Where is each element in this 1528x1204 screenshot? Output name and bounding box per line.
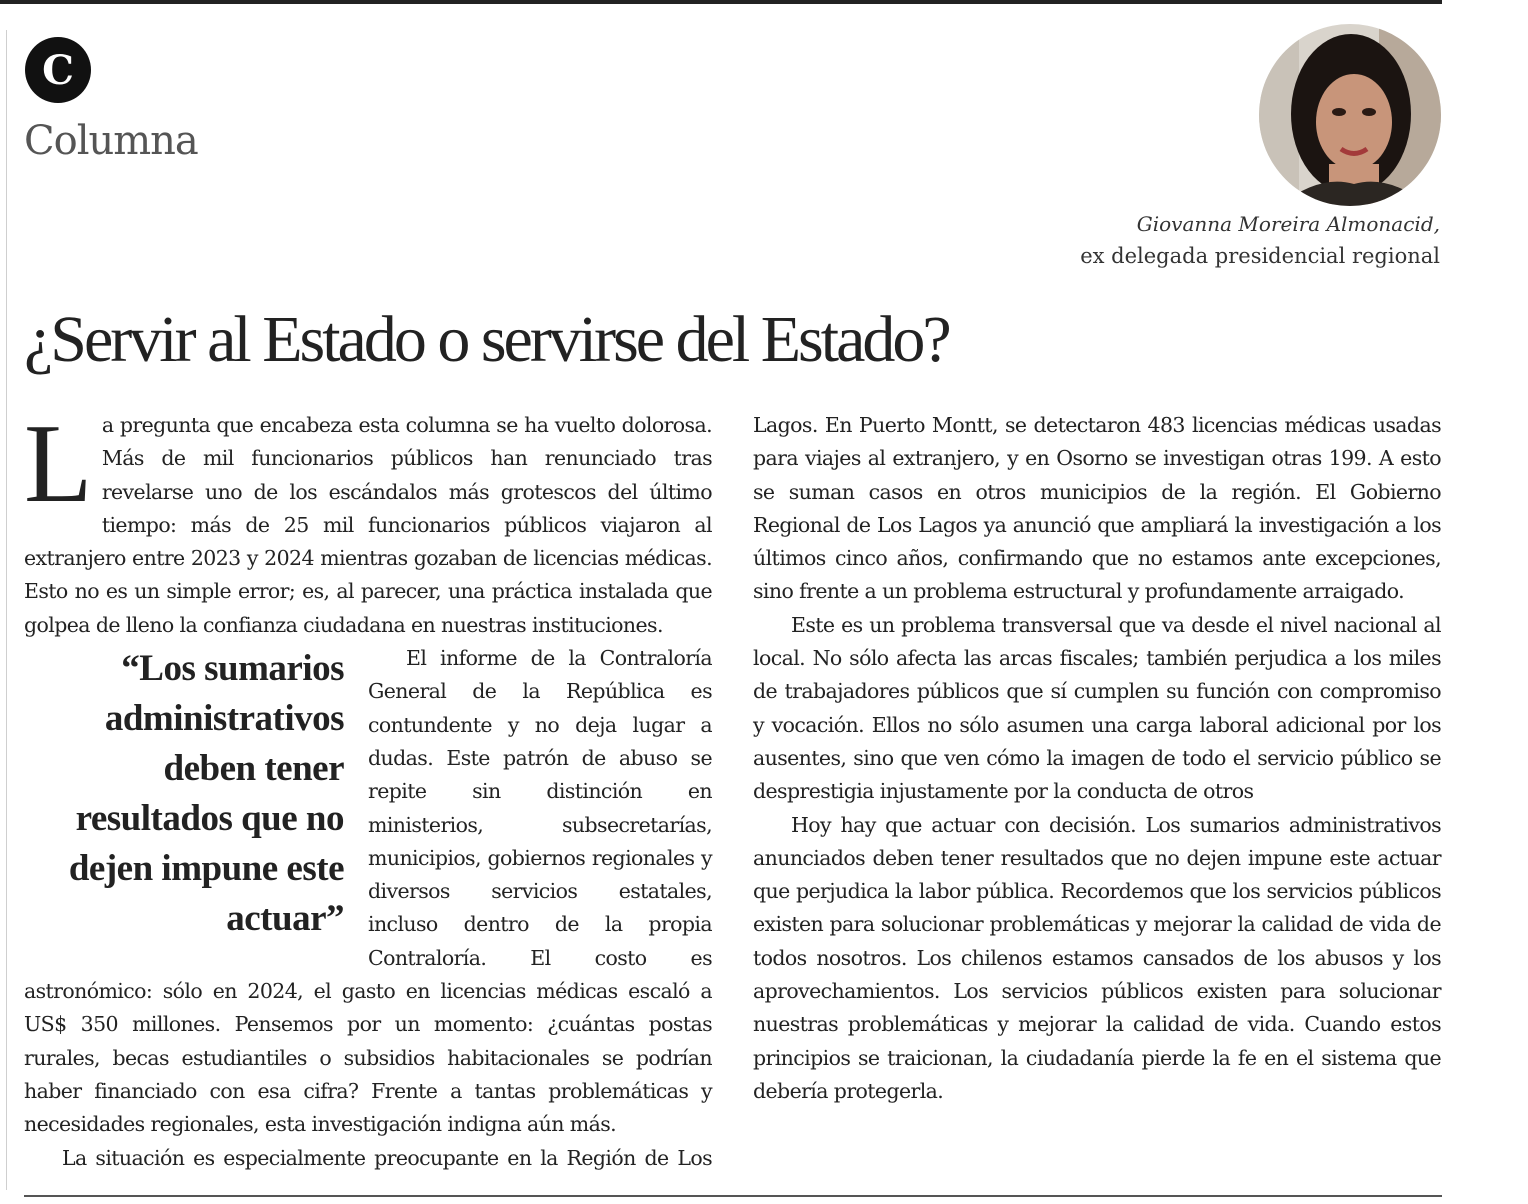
paragraph-2-text: El informe de la Contraloría General de la República es contundente y no deja lugar a dudas. Este patrón de abuso se repite sin distinción en ministerios, subsecretarías, municipios, gobiernos regionales y diversos servicios estatales, incluso dentro de la propia Contraloría. El costo es astronómico: sólo en 2024, el gasto en licencias médicas escaló a US$ 350 millones. Pensemos por un momento: ¿cuántas postas rurales, becas estudiantiles o subsidios habitacionales se podrían haber financiado con esa cifra? Frente a tantas problemáticas y necesidades regionales, esta investigación indigna aún más. <box>24 646 712 1137</box>
section-label: Columna <box>24 118 198 164</box>
article-paragraph-3-continued: Lagos. En Puerto Montt, se detectaron 483 licencias médicas usadas para viajes al extranjero, y en Osorno se investigan otras 199. A esto se suman casos en otros municipios de la región. El Gobierno Regional de Los Lagos ya anunció que ampliará la investigación a los últimos cinco años, confirmando que no estamos ante excepciones, sino frente a un problema estructural y profundamente arraigado. <box>753 413 1441 604</box>
paragraph-1-text: a pregunta que encabeza esta columna se ha vuelto dolorosa. Más de mil funcionarios públicos han renunciado tras revelarse uno de los escándalos más grotescos del último tiempo: más de 25 mil funcionarios públicos viajaron al extranjero entre 2023 y 2024 mientras gozaban de licencias médicas. Esto no es un simple error; es, al parecer, una práctica instalada que golpea de lleno la confianza ciudadana en nuestras instituciones. <box>24 413 712 637</box>
paragraph-4-text: Este es un problema transversal que va desde el nivel nacional al local. No sólo afecta las arcas fiscales; también perjudica a los miles de trabajadores públicos que sí cumplen su función con compromiso y vocación. Ellos no sólo asumen una carga laboral adicional por los ausentes, sino que ven cómo la imagen de todo el servicio público se desprestigia injustamente por la conducta de otros <box>753 612 1441 804</box>
article-paragraph-2 <box>24 642 712 1141</box>
article-paragraph-5 <box>753 809 1441 1109</box>
article-paragraph-1 <box>24 402 712 642</box>
bottom-rule <box>24 1195 1442 1197</box>
article-column-left <box>24 402 712 1175</box>
drop-cap: L <box>24 402 92 526</box>
article-paragraph-3 <box>24 1142 712 1175</box>
paragraph-5-text: Hoy hay que actuar con decisión. Los sumarios administrativos anunciados deben tener resultados que no dejen impune este actuar que perjudica la labor pública. Recordemos que los servicios públicos existen para solucionar problemáticas y mejorar la calidad de vida de todos nosotros. Los chilenos estamos cansados de los abusos y los aprovechamientos. Los servicios públicos existen para solucionar nuestras problemáticas y mejorar la calidad de vida. Cuando estos principios se traicionan, la ciudadanía pierde la fe en el sistema que debería protegerla. <box>753 812 1441 1103</box>
column-badge-letter: C <box>42 46 74 94</box>
top-rule <box>0 0 1442 4</box>
paragraph-3-text: La situación es especialmente preocupante en la Región de Los <box>62 1145 712 1170</box>
author-photo <box>1259 24 1441 206</box>
author-role: ex delegada presidencial regional <box>1080 244 1440 268</box>
left-margin-rule <box>6 30 7 1190</box>
pull-quote: “Los sumarios administrativos deben tener resultados que no dejen impune este actuar” <box>68 648 344 940</box>
article-headline: ¿Servir al Estado o servirse del Estado? <box>24 303 949 376</box>
article-column-right <box>753 409 1441 1108</box>
column-badge <box>25 37 91 103</box>
author-name: Giovanna Moreira Almonacid, <box>1136 212 1440 236</box>
article-paragraph-4 <box>753 609 1441 809</box>
author-portrait-image <box>1259 24 1441 206</box>
